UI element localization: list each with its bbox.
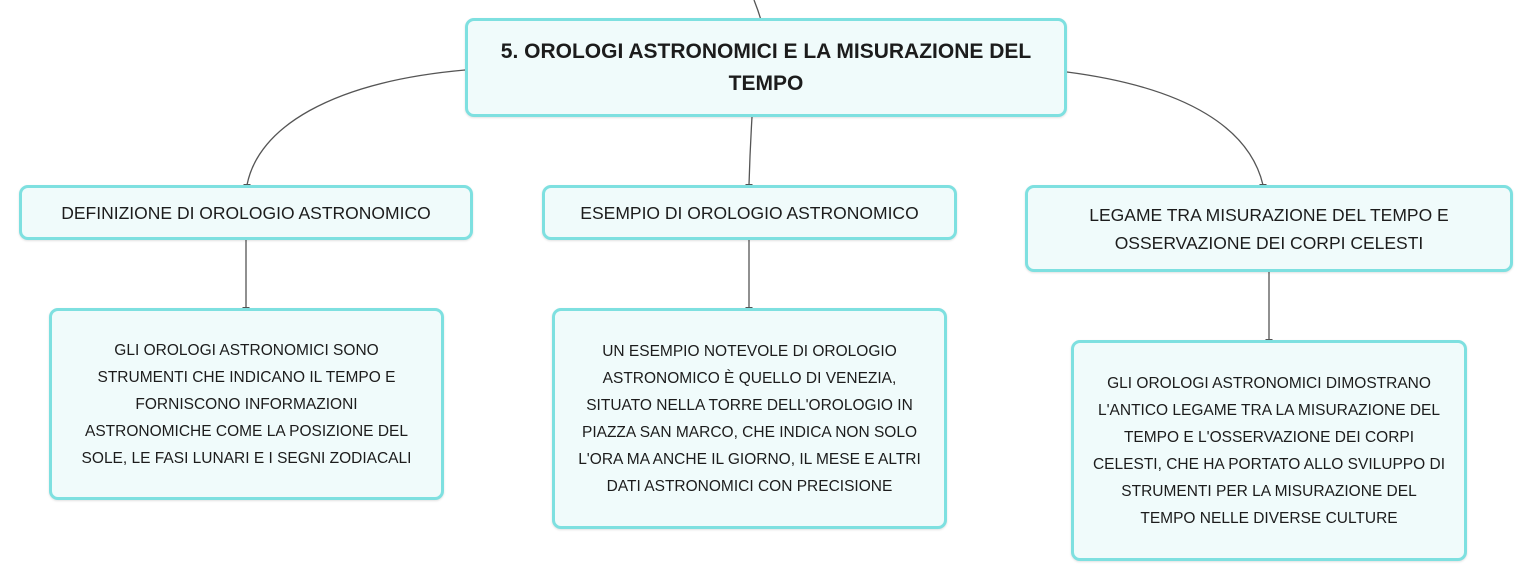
connector-parent-to-root [754,0,761,20]
detail-node-legame[interactable] [1071,340,1467,561]
branch-node-esempio[interactable] [542,185,957,240]
branch-label: DEFINIZIONE DI OROLOGIO ASTRONOMICO [61,202,431,223]
branch-label: LEGAME TRA MISURAZIONE DEL TEMPO E OSSERVAZIONE DEI CORPI CELESTI [1089,204,1449,253]
connector-root-to-branch-2 [749,117,752,185]
detail-text: GLI OROLOGI ASTRONOMICI DIMOSTRANO L'ANTICO LEGAME TRA LA MISURAZIONE DEL TEMPO E L'OSSERVAZIONE DEI CORPI CELESTI, CHE HA PORTATO ALLO SVILUPPO DI STRUMENTI PER LA MISURAZIONE DEL TEMPO NELLE DIVERSE CULTURE [1092,374,1446,527]
connector-root-to-branch-3 [1067,72,1263,185]
connector-root-to-branch-1 [247,70,465,185]
detail-node-definizione[interactable] [49,308,444,500]
root-topic-node[interactable] [465,18,1067,117]
detail-node-esempio[interactable] [552,308,947,529]
branch-label: ESEMPIO DI OROLOGIO ASTRONOMICO [580,202,919,223]
branch-node-legame[interactable] [1025,185,1513,272]
root-topic-title: 5. OROLOGI ASTRONOMICI E LA MISURAZIONE DEL TEMPO [500,39,1032,95]
branch-node-definizione[interactable] [19,185,473,240]
detail-text: GLI OROLOGI ASTRONOMICI SONO STRUMENTI CHE INDICANO IL TEMPO E FORNISCONO INFORMAZIONI ASTRONOMICHE COME LA POSIZIONE DEL SOLE, LE FASI LUNARI E I SEGNI ZODIACALI [81,341,412,467]
detail-text: UN ESEMPIO NOTEVOLE DI OROLOGIO ASTRONOMICO È QUELLO DI VENEZIA, SITUATO NELLA TORRE DELL'OROLOGIO IN PIAZZA SAN MARCO, CHE INDICA NON SOLO L'ORA MA ANCHE IL GIORNO, IL MESE E ALTRI DATI ASTRONOMICI CON PRECISIONE [578,342,921,495]
